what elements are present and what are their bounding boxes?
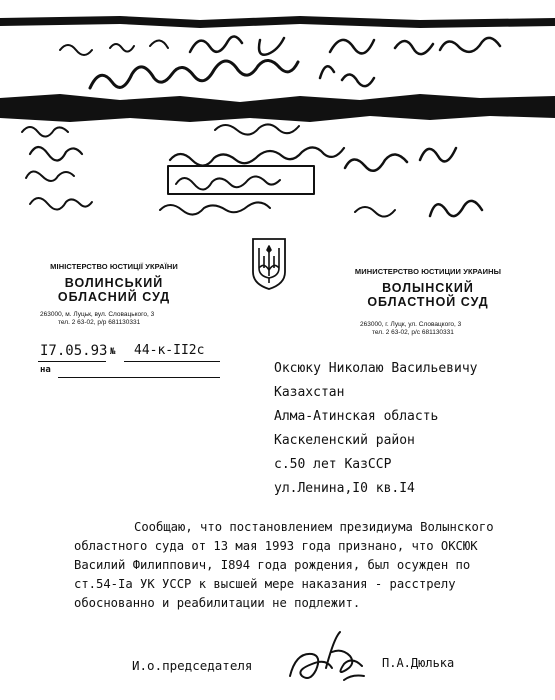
body-line: областного суда от 13 мая 1993 года признано, что ОКСЮК <box>74 539 478 553</box>
right-address-line2: тел. 2 63-02, р/с 681130331 <box>372 329 454 336</box>
recipient-line: Алма-Атинская область <box>274 409 439 424</box>
ukraine-trident-emblem-icon <box>250 236 288 292</box>
right-court-line1: ВОЛЫНСКИЙ <box>382 281 474 295</box>
right-ministry: МИНИСТЕРСТВО ЮСТИЦИИ УКРАИНЫ <box>354 267 502 276</box>
recipient-line: Каскеленский район <box>274 433 415 448</box>
recipient-line: с.50 лет КазССР <box>274 457 392 472</box>
body-line: Сообщаю, что постановлением президиума Волынского <box>134 520 494 534</box>
handwritten-signature <box>284 628 374 688</box>
document-number: 44-к-II2с <box>134 343 205 358</box>
signatory-title: И.о.председателя <box>132 658 253 673</box>
signatory-name: П.А.Дюлька <box>382 656 455 670</box>
recipient-line: Оксюку Николаю Васильевичу <box>274 361 478 376</box>
handwritten-document-scan <box>0 0 555 240</box>
left-ministry: МІНІСТЕРСТВО ЮСТИЦІЇ УКРАЇНИ <box>50 262 178 271</box>
document-date: I7.05.93 <box>40 343 108 359</box>
body-line: ст.54-Iа УК УССР к высшей мере наказания - расстрелу <box>74 577 456 591</box>
left-address-line2: тел. 2 63-02, р/р 681130331 <box>58 319 141 326</box>
date-underline <box>38 361 106 362</box>
left-address-line1: 263000, м. Луцьк, вул. Словацького, 3 <box>40 311 155 318</box>
on-underline <box>58 377 220 378</box>
recipient-line: Казахстан <box>274 385 345 400</box>
number-label: № <box>110 347 116 357</box>
number-underline <box>124 361 220 362</box>
left-court-line1: ВОЛИНСЬКИЙ <box>64 276 164 290</box>
body-line: обоснованно и реабилитации не подлежит. <box>74 596 361 610</box>
recipient-line: ул.Ленина,I0 кв.I4 <box>274 481 415 496</box>
right-court-line2: ОБЛАСТНОЙ СУД <box>367 295 489 309</box>
body-line: Василий Филиппович, I894 года рождения, был осужден по <box>74 558 471 572</box>
right-address-line1: 263000, г. Луцк, ул. Словацкого, 3 <box>360 321 462 328</box>
left-court-line2: ОБЛАСНИЙ СУД <box>57 290 171 304</box>
on-label: на <box>40 365 51 375</box>
